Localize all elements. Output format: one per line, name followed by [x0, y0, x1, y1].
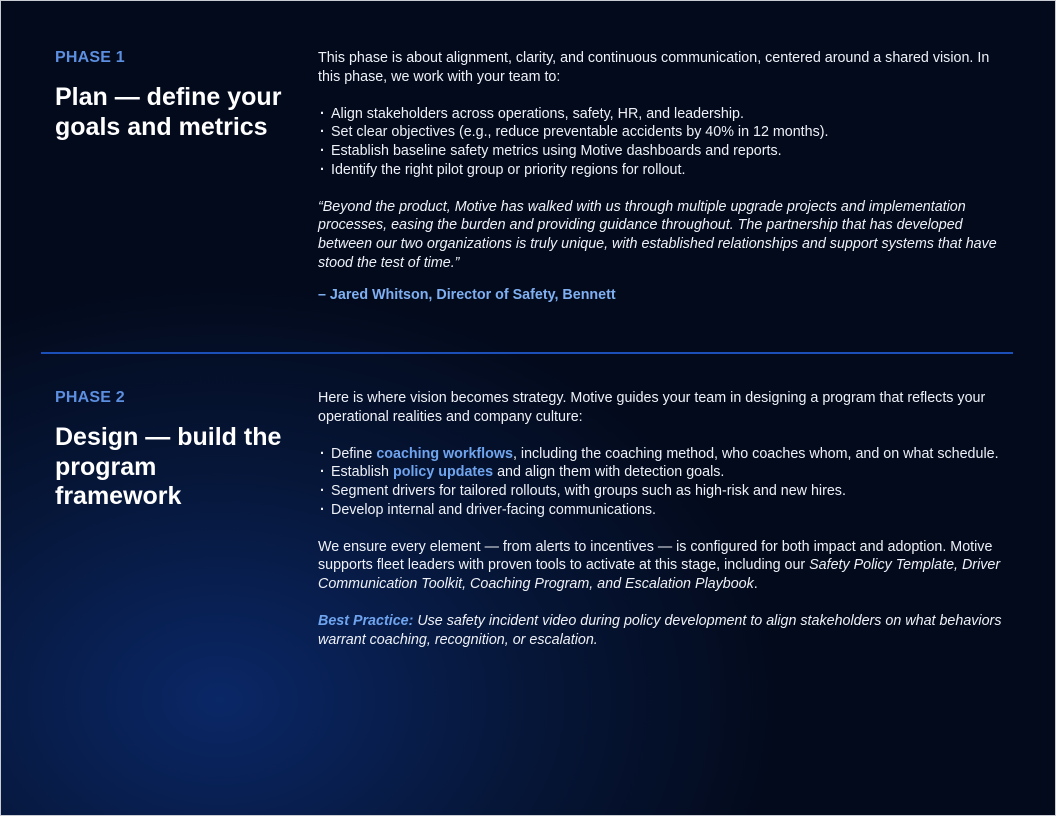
phase-2-heading-column [55, 389, 285, 512]
phase-1-heading-column [55, 49, 285, 142]
bullet-text: Define [331, 445, 377, 462]
best-practice-text: Use safety incident video during policy development to align stakeholders on what behaviors warrant coaching, recognition, or escalation. [318, 613, 1002, 648]
phase-2-title: Design — build the program framework [55, 423, 282, 510]
paragraph-text: We ensure every element — from alerts to incentives — is configured for both impact and adoption. Motive supports fleet leaders with proven tools to activate at this stage, including our [318, 538, 993, 574]
list-item: · Establish baseline safety metrics using Motive dashboards and reports. [318, 142, 1013, 161]
list-item: · Align stakeholders across operations, safety, HR, and leadership. [318, 105, 1013, 124]
best-practice-label: Best Practice: [318, 613, 414, 630]
list-item [318, 463, 1013, 482]
phase-2-label: PHASE 2 [55, 389, 125, 406]
phase-1-label: PHASE 1 [55, 49, 125, 66]
phase-1-intro: This phase is about alignment, clarity, and continuous communication, centered around a shared vision. In this phase, we work with your team to: [318, 50, 990, 85]
bullet-text: Establish [331, 464, 393, 481]
phase-1-title: Plan — define your goals and metrics [55, 83, 282, 141]
phase-2-bullet-list [318, 445, 1013, 519]
phase-2-intro: Here is where vision becomes strategy. Motive guides your team in designing a program that reflects your operational realities and company culture: [318, 390, 986, 425]
phase-2-body [318, 389, 1013, 649]
toolkit-names: Safety Policy Template, Driver Communication Toolkit, Coaching Program, and Escalation Playbook [318, 557, 1001, 592]
section-divider [41, 352, 1013, 354]
policy-updates-link[interactable]: policy updates [392, 464, 494, 481]
list-item: · Set clear objectives (e.g., reduce preventable accidents by 40% in 12 months). [318, 123, 1013, 142]
phase-1-bullet-list [318, 105, 1013, 179]
best-practice [318, 612, 1013, 649]
list-item: · Segment drivers for tailored rollouts, with groups such as high-risk and new hires. [318, 482, 1013, 501]
phase-1-body [318, 49, 1013, 305]
coaching-workflows-link[interactable]: coaching workflows [376, 445, 513, 462]
list-item [318, 445, 1013, 464]
quote-attribution: – Jared Whitson, Director of Safety, Bennett [318, 287, 616, 304]
bullet-text: and align them with detection goals. [493, 464, 725, 481]
list-item: · Develop internal and driver-facing communications. [318, 501, 1013, 520]
bullet-text: , including the coaching method, who coaches whom, and on what schedule. [512, 445, 999, 462]
list-item: · Identify the right pilot group or priority regions for rollout. [318, 161, 1013, 180]
customer-quote: “Beyond the product, Motive has walked with us through multiple upgrade projects and implementation processes, easing the burden and providing guidance throughout. The partnership that has developed between our two organizations is truly unique, with established relationships and support systems that have stood the test of time.” [318, 198, 997, 271]
paragraph-text: . [753, 575, 758, 592]
phase-2-paragraph [318, 538, 1013, 594]
